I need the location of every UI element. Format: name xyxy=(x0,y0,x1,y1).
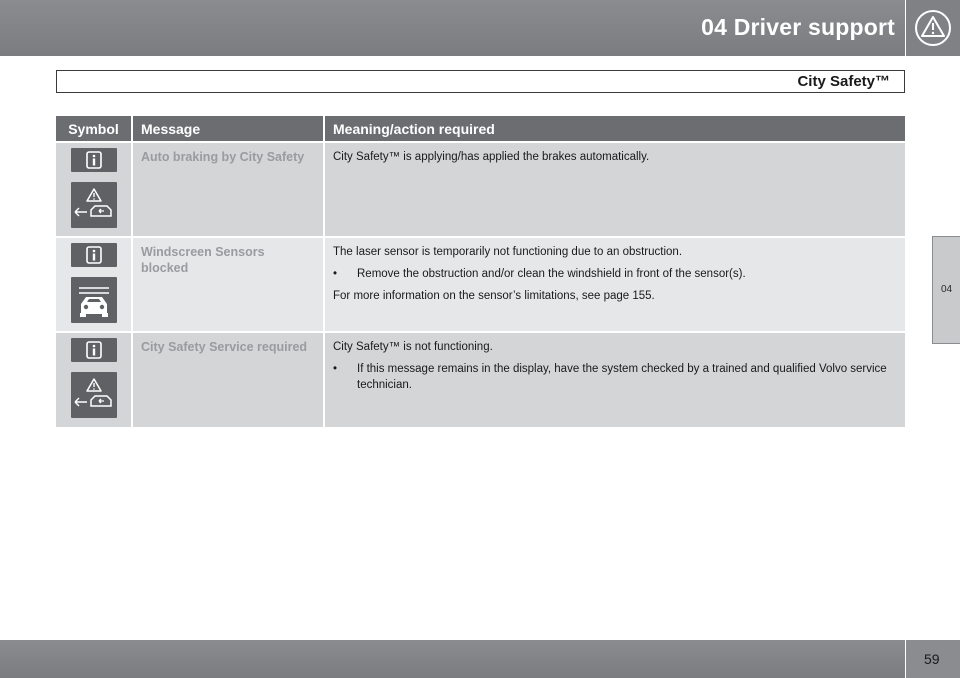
table-row xyxy=(56,142,905,237)
message-cell xyxy=(132,142,324,237)
meaning-text: The laser sensor is temporarily not functioning due to an obstruction. xyxy=(333,246,683,258)
chapter-side-tab xyxy=(932,236,960,344)
symbol-cell xyxy=(56,142,132,237)
header-bar xyxy=(0,0,905,56)
bullet-marker: • xyxy=(333,268,338,280)
bullet-text: Remove the obstruction and/or clean the windshield in front of the sensor(s). xyxy=(357,268,746,280)
bullet-item xyxy=(333,361,897,393)
side-tab-label: 04 xyxy=(940,284,953,295)
collision-warning-icon xyxy=(71,182,117,228)
message-table xyxy=(56,116,905,427)
meaning-cell xyxy=(324,332,905,427)
meaning-text: City Safety™ is applying/has applied the brakes automatically. xyxy=(333,151,650,163)
information-icon xyxy=(71,338,117,362)
collision-warning-icon xyxy=(71,372,117,418)
warning-triangle-icon xyxy=(913,8,953,48)
page-number: 59 xyxy=(924,651,940,667)
table-header-row xyxy=(56,116,905,142)
sensor-blocked-icon xyxy=(71,277,117,323)
symbol-cell xyxy=(56,237,132,332)
symbol-cell xyxy=(56,332,132,427)
meaning-cell xyxy=(324,142,905,237)
page-number-box xyxy=(906,640,960,678)
information-icon xyxy=(71,243,117,267)
column-header-symbol: Symbol xyxy=(56,116,132,142)
message-cell xyxy=(132,237,324,332)
message-label: Windscreen Sensors blocked xyxy=(141,245,265,275)
column-header-message: Message xyxy=(132,116,324,142)
message-cell xyxy=(132,332,324,427)
bullet-item xyxy=(333,266,897,282)
meaning-text: For more information on the sensor’s limitations, see page 155. xyxy=(333,290,655,302)
footer-bar xyxy=(0,640,905,678)
bullet-text: If this message remains in the display, have the system checked by a trained and qualified Volvo service technician. xyxy=(357,363,887,391)
message-label: Auto braking by City Safety xyxy=(141,150,305,164)
message-label: City Safety Service required xyxy=(141,340,308,354)
information-icon xyxy=(71,148,117,172)
header-icon-box xyxy=(906,0,960,56)
column-header-meaning: Meaning/action required xyxy=(324,116,905,142)
table-row xyxy=(56,237,905,332)
chapter-title: 04 Driver support xyxy=(701,14,895,40)
meaning-text: City Safety™ is not functioning. xyxy=(333,341,493,353)
bullet-marker: • xyxy=(333,363,338,375)
table-row xyxy=(56,332,905,427)
meaning-cell xyxy=(324,237,905,332)
section-title: City Safety™ xyxy=(797,73,890,90)
section-header xyxy=(56,70,905,93)
